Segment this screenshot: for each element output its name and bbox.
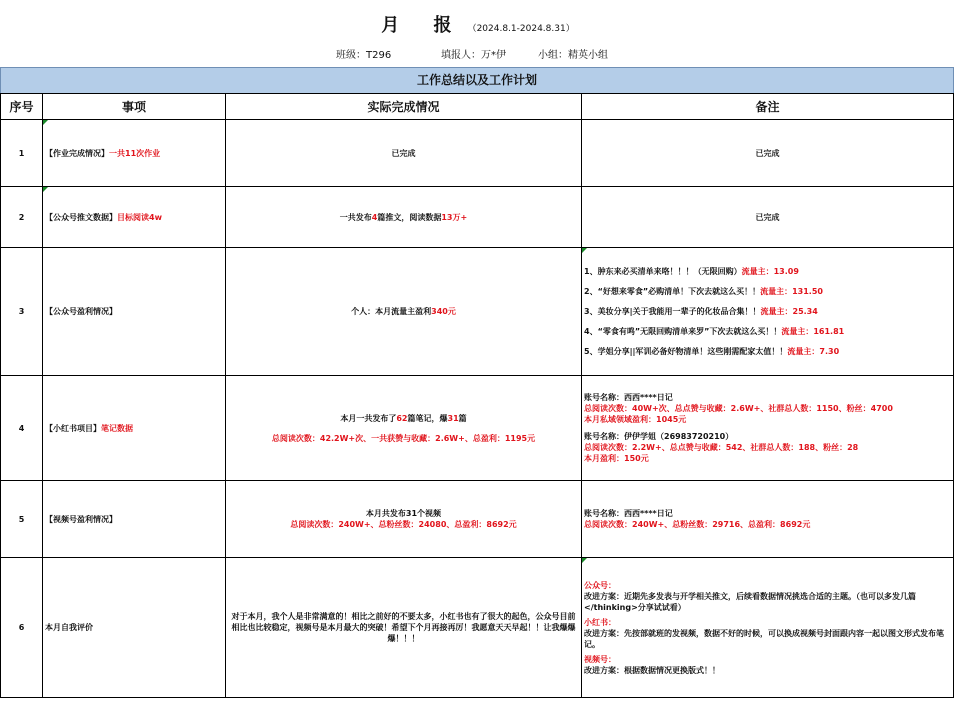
row-index: 4	[1, 376, 43, 481]
row-note: 账号名称：西西****日记 总阅读次数：40W+次、总点赞与收藏：2.6W+、社群总人数：1150、粉丝：4700 本月私域领域盈利：1045元 账号名称：伊伊学姐（26983720210） 总阅读次数：2.2W+、总点赞与收藏：542、社群总人数：188、粉丝：28 本月盈利：150元	[582, 376, 954, 481]
row-item: 本月自我评价	[43, 558, 226, 698]
comment-marker-icon	[582, 558, 587, 563]
list-item: 3、美妆分享|关于我能用一辈子的化妆品合集！！流量主：25.34	[584, 307, 818, 316]
row-item: 【作业完成情况】一共11次作业	[43, 120, 226, 187]
row-note	[582, 248, 954, 376]
table-row	[1, 481, 954, 558]
row-actual: 一共发布4篇推文，阅读数据13万+	[226, 187, 582, 248]
row-actual: 本月一共发布了62篇笔记，爆31篇 总阅读次数：42.2W+次、一共获赞与收藏：2.6W+、总盈利：1195元	[226, 376, 582, 481]
table-row	[1, 558, 954, 698]
report-info-row	[0, 42, 956, 66]
row-index: 1	[1, 120, 43, 187]
row-item: 【公众号推文数据】目标阅读4w	[43, 187, 226, 248]
report-title-row	[0, 0, 956, 42]
list-item: 1、肿东来必买清单来咯！！！（无限回购）流量主：13.09	[584, 267, 799, 276]
class-label: 班级：T296	[336, 50, 392, 61]
row-actual: 个人：本月流量主盈利340元	[226, 248, 582, 376]
col-header-note: 备注	[582, 94, 954, 120]
account-name: 账号名称：伊伊学姐（26983720210）	[584, 432, 734, 441]
row-note: 已完成	[582, 120, 954, 187]
row-item: 【公众号盈利情况】	[43, 248, 226, 376]
col-header-idx: 序号	[1, 94, 43, 120]
account-name: 账号名称：西西****日记	[584, 393, 673, 402]
comment-marker-icon	[43, 120, 48, 125]
col-header-actual: 实际完成情况	[226, 94, 582, 120]
row-item: 【视频号盈利情况】	[43, 481, 226, 558]
reporter-label: 填报人：万*伊	[441, 50, 506, 61]
row-note: 已完成	[582, 187, 954, 248]
table-row	[1, 120, 954, 187]
list-item: 4、“零食有鸣”无限回购清单来罗”下次去就这么买！！流量主：161.81	[584, 327, 845, 336]
report-title: 月 报	[381, 15, 466, 36]
row-index: 6	[1, 558, 43, 698]
row-actual: 对于本月，我个人是非常满意的！相比之前好的不要太多，小红书也有了很大的起色，公众号目前相比也比较稳定，视频号是本月最大的突破！希望下个月再接再厉！我愿意天天早起！！让我爆爆爆！！！	[226, 558, 582, 698]
table-row	[1, 376, 954, 481]
col-header-item: 事项	[43, 94, 226, 120]
table-row	[1, 187, 954, 248]
row-item: 【小红书项目】笔记数据	[43, 376, 226, 481]
report-date-range: （2024.8.1-2024.8.31）	[467, 24, 575, 34]
row-index: 3	[1, 248, 43, 376]
table-row	[1, 248, 954, 376]
list-item: 2、“好想来零食”必购清单！下次去就这么买！！流量主：131.50	[584, 287, 823, 296]
row-index: 2	[1, 187, 43, 248]
comment-marker-icon	[582, 248, 587, 253]
row-index: 5	[1, 481, 43, 558]
list-item: 5、学姐分享||军训必备好物清单！这些刚需配家太值！！流量主：7.30	[584, 347, 840, 356]
report-table	[0, 93, 954, 698]
section-banner: 工作总结以及工作计划	[0, 67, 954, 94]
row-note: 公众号： 改进方案：近期先多发表与开学相关推文，后续看数据情况挑选合适的主题。（也可以多发几篇</thinking>分享试试看） 小红书： 改进方案：先按部就班的发视频，数据不好的时候，可以换成视频号封面跟内容一起以图文形式发布笔记。 视频号： 改进方案：根据数据情况更换版式！！	[582, 558, 954, 698]
row-actual: 本月共发布31个视频 总阅读次数：240W+、总粉丝数：24080、总盈利：8692元	[226, 481, 582, 558]
row-note: 账号名称：西西****日记 总阅读次数：240W+、总粉丝数：29716、总盈利：8692元	[582, 481, 954, 558]
comment-marker-icon	[43, 187, 48, 192]
header-row	[1, 94, 954, 120]
row-actual: 已完成	[226, 120, 582, 187]
group-label: 小组：精英小组	[538, 50, 608, 61]
